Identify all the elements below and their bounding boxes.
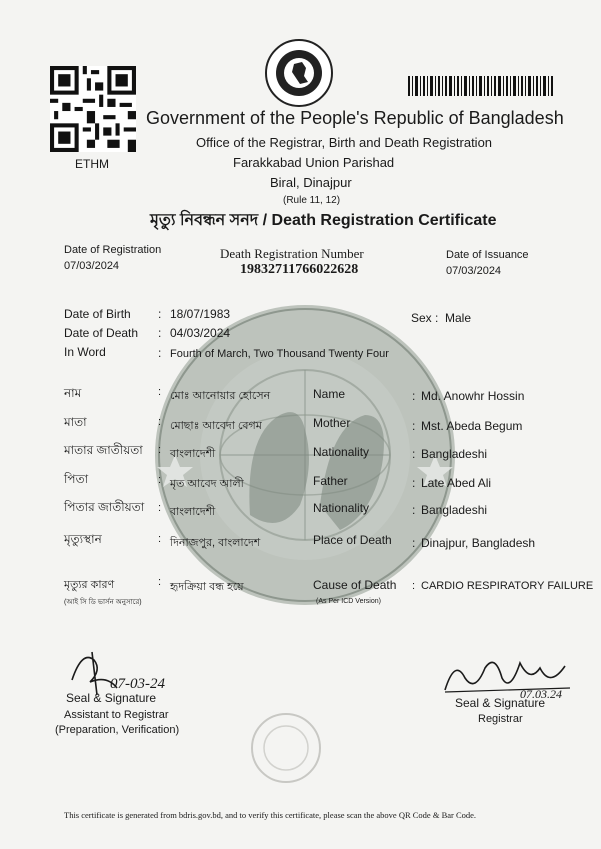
name-value: Md. Anowhr Hossin: [421, 389, 525, 403]
colon: :: [412, 536, 416, 550]
registration-number: 19832711766022628: [240, 262, 359, 277]
cause-note: (As Per ICD Version): [316, 598, 381, 605]
registration-date: 07/03/2024: [64, 260, 120, 272]
issuance-date: 07/03/2024: [446, 265, 502, 277]
issuance-date-label: Date of Issuance: [446, 249, 529, 261]
place-of-death-bn-label: মৃত্যুস্থান: [64, 532, 102, 546]
qr-label: ETHM: [75, 157, 109, 171]
colon: :: [158, 444, 162, 456]
registration-date-label: Date of Registration: [64, 244, 162, 256]
colon: :: [435, 311, 439, 325]
mother-label: Mother: [313, 416, 351, 430]
place-of-death-label: Place of Death: [313, 533, 392, 547]
colon: :: [158, 576, 162, 588]
dod-value: 04/03/2024: [170, 326, 231, 340]
union-name: Farakkabad Union Parishad: [233, 155, 395, 170]
place-of-death-bn-value: দিনাজপুর, বাংলাদেশ: [170, 537, 261, 549]
cause-bn-note: (আই সি ডি ভার্সন অনুসারে): [64, 599, 142, 606]
colon: :: [412, 419, 416, 433]
registrar-role: Registrar: [478, 713, 523, 725]
rule-reference: (Rule 11, 12): [283, 195, 341, 206]
assistant-role-sub: (Preparation, Verification): [55, 724, 180, 736]
registration-number-label: Death Registration Number: [220, 246, 364, 261]
office-title: Office of the Registrar, Birth and Death Registration: [196, 135, 493, 150]
father-nationality-bn-value: বাংলাদেশী: [170, 506, 216, 518]
government-emblem: [264, 38, 334, 108]
father-nationality-bn-label: পিতার জাতীয়তা: [64, 500, 145, 514]
cause-bn-label: মৃত্যুর কারণ: [64, 579, 115, 591]
mother-bn-value: মোছাঃ আবেদা বেগম: [170, 420, 262, 432]
mother-bn-label: মাতা: [64, 415, 87, 429]
cause-value: CARDIO RESPIRATORY FAILURE: [421, 580, 594, 592]
dob-value: 18/07/1983: [170, 307, 231, 321]
colon: :: [158, 346, 162, 360]
father-bn-value: মৃত আবেদ আলী: [170, 478, 244, 490]
qr-code[interactable]: [50, 66, 136, 152]
colon: :: [158, 307, 162, 321]
colon: :: [412, 476, 416, 490]
father-nationality-label: Nationality: [313, 501, 370, 515]
assistant-signature-date: 07-03-24: [110, 676, 165, 692]
father-label: Father: [313, 474, 348, 488]
mother-nationality-bn-value: বাংলাদেশী: [170, 448, 216, 460]
government-title: Government of the People's Republic of Bangladesh: [146, 108, 564, 128]
colon: :: [158, 533, 162, 545]
inword-value: Fourth of March, Two Thousand Twenty Four: [170, 348, 389, 360]
sex-label: Sex: [411, 311, 432, 325]
colon: :: [158, 502, 162, 514]
footer-note: This certificate is generated from bdris.gov.bd, and to verify this certificate, please scan the above QR Code & Bar Code.: [64, 810, 477, 820]
cause-bn-value: হৃদক্রিয়া বন্ধ হয়ে: [170, 581, 244, 593]
dob-label: Date of Birth: [64, 307, 131, 321]
location: Biral, Dinajpur: [270, 175, 352, 190]
colon: :: [158, 474, 162, 486]
dod-label: Date of Death: [64, 326, 139, 340]
registrar-signature-date: 07.03.24: [520, 687, 562, 701]
cause-label: Cause of Death: [313, 578, 397, 592]
colon: :: [412, 580, 416, 592]
assistant-role: Assistant to Registrar: [64, 709, 169, 721]
certificate-title: মৃত্যু নিবন্ধন সনদ / Death Registration Certificate: [150, 212, 497, 229]
colon: :: [412, 503, 416, 517]
name-bn-label: নাম: [64, 386, 82, 400]
father-nationality-value: Bangladeshi: [421, 503, 488, 517]
name-label: Name: [313, 387, 346, 401]
father-value: Late Abed Ali: [421, 476, 492, 490]
mother-nationality-value: Bangladeshi: [421, 447, 488, 461]
colon: :: [158, 416, 162, 428]
place-of-death-value: Dinajpur, Bangladesh: [421, 536, 536, 550]
colon: :: [158, 326, 162, 340]
mother-value: Mst. Abeda Begum: [421, 419, 523, 433]
colon: :: [158, 386, 162, 398]
father-bn-label: পিতা: [64, 472, 89, 486]
barcode[interactable]: [408, 76, 553, 96]
colon: :: [412, 447, 416, 461]
right-seal-label: Seal & Signature: [455, 696, 546, 710]
faint-stamp: [248, 710, 324, 786]
inword-label: In Word: [64, 345, 106, 359]
mother-nationality-bn-label: মাতার জাতীয়তা: [64, 443, 143, 457]
sex-value: Male: [445, 311, 472, 325]
mother-nationality-label: Nationality: [313, 445, 370, 459]
colon: :: [412, 389, 416, 403]
name-bn-value: মোঃ আনোয়ার হোসেন: [170, 390, 271, 402]
left-seal-label: Seal & Signature: [66, 691, 157, 705]
